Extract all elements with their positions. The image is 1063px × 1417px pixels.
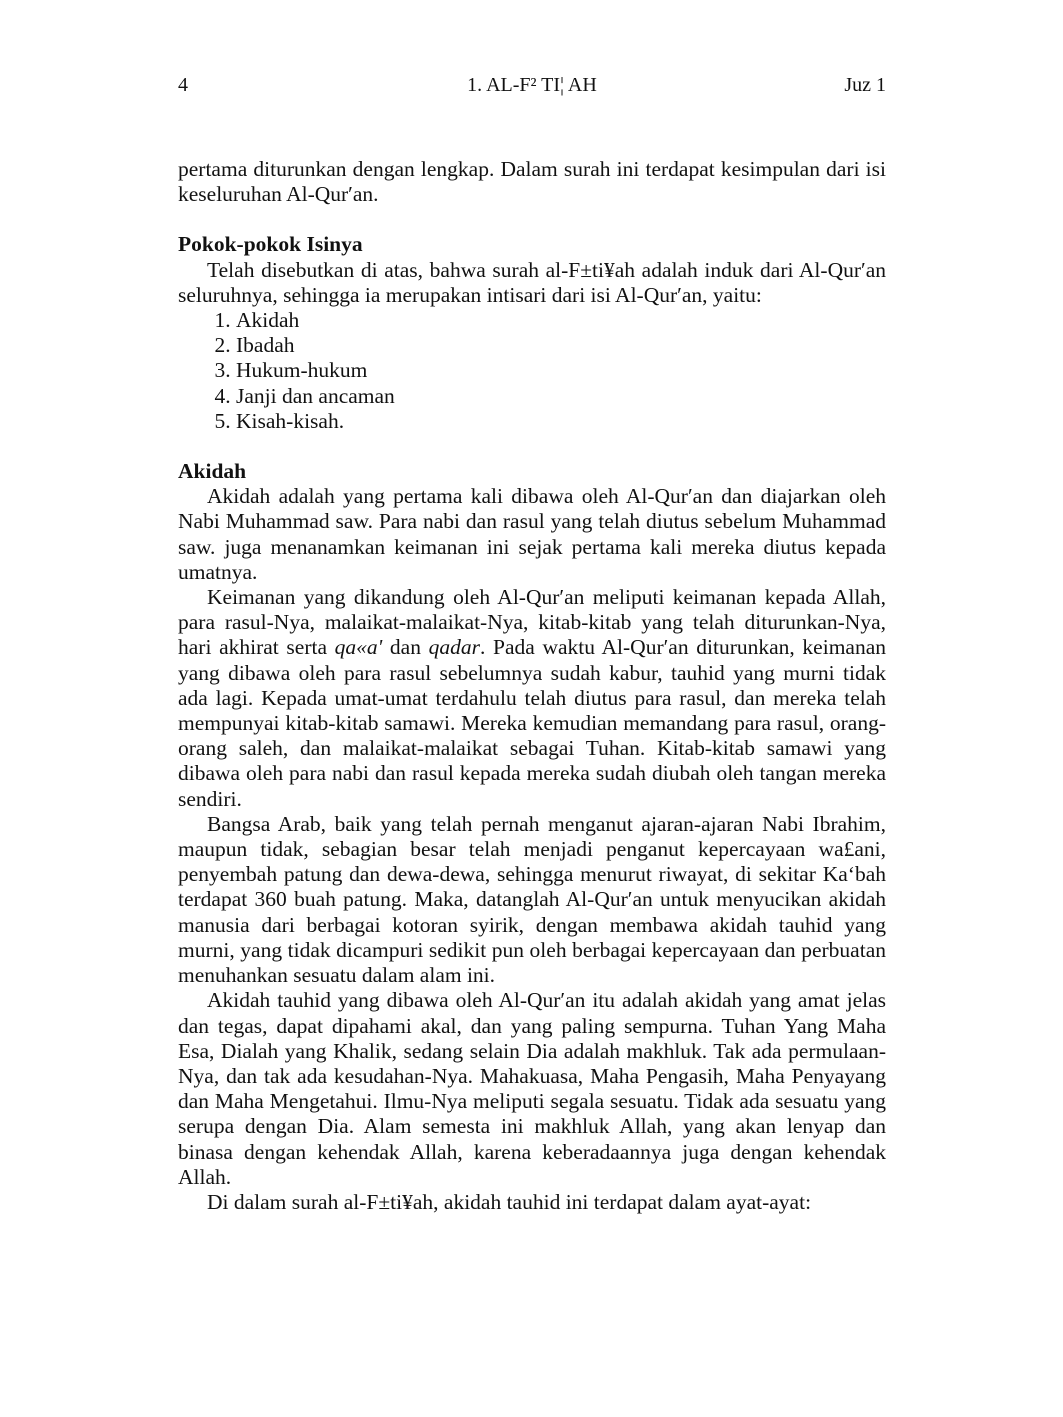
list-item: 4. Janji dan ancaman (236, 384, 886, 409)
pokok-list (178, 308, 886, 434)
akidah-paragraph-4: Akidah tauhid yang dibawa oleh Al-Qur′an itu adalah akidah yang amat jelas dan tegas, dapat dipahami akal, dan yang paling sempurna. Tuhan Yang Maha Esa, Dialah yang Khalik, sedang selain Dia adalah makhluk. Tak ada permulaan-Nya, dan tak ada kesudahan-Nya. Mahakuasa, Maha Pengasih, Maha Penyayang dan Maha Mengetahui. Ilmu-Nya meliputi segala sesuatu. Tidak ada sesuatu yang serupa dengan Dia. Alam semesta ini makhluk Allah, yang akan lenyap dan binasa dengan kehendak Allah, karena keberadaannya juga dengan kehendak Allah. (178, 988, 886, 1189)
list-item: 3. Hukum-hukum (236, 358, 886, 383)
running-header (178, 72, 886, 102)
paragraph-text: . Pada waktu Al-Qur′an diturunkan, keimanan yang dibawa oleh para rasul sebelumnya sudah kabur, tauhid yang murni tidak ada lagi. Kepada umat-umat terdahulu telah diutus para rasul, dan mereka telah mempunyai kitab-kitab samawi. Mereka kemudian memandang para rasul, orang-orang saleh, dan malaikat-malaikat sebagai Tuhan. Kitab-kitab samawi yang dibawa oleh para nabi dan rasul kepada mereka sudah diubah oleh tangan mereka sendiri. (178, 635, 887, 811)
pokok-paragraph: Telah disebutkan di atas, bahwa surah al-F±ti¥ah adalah induk dari Al-Qur′an seluruhnya, sehingga ia merupakan intisari dari isi Al-Qur′an, yaitu: (178, 257, 886, 307)
section-heading-akidah: Akidah (178, 459, 247, 484)
section-heading-pokok: Pokok-pokok Isinya (178, 232, 363, 257)
term-qadar: qadar (428, 635, 481, 660)
term-qada: qa«a' (334, 635, 383, 660)
list-item: 2. Ibadah (236, 333, 886, 358)
akidah-paragraph-1: Akidah adalah yang pertama kali dibawa oleh Al-Qur′an dan diajarkan oleh Nabi Muhammad saw. Para nabi dan rasul yang telah diutus sebelum Muhammad saw. juga menanamkan keimanan ini sejak pertama kali mereka diutus kepada umatnya. (178, 484, 886, 584)
intro-continuation: pertama diturunkan dengan lengkap. Dalam surah ini terdapat kesimpulan dari isi keseluruhan Al-Qur′an. (178, 157, 886, 207)
akidah-paragraph-5: Di dalam surah al-F±ti¥ah, akidah tauhid ini terdapat dalam ayat-ayat: (207, 1189, 812, 1214)
juz-label: Juz 1 (844, 74, 886, 96)
paragraph-text: Keimanan yang dikandung oleh Al-Qur′an meliputi keimanan kepada Allah, para rasul-Nya, malaikat-malaikat-Nya, kitab-kitab yang telah diturunkan-Nya, hari akhirat serta (178, 585, 886, 660)
document-page (178, 72, 886, 1215)
akidah-paragraph-2 (178, 585, 886, 812)
list-item: 1. Akidah (236, 308, 886, 333)
page-number: 4 (178, 74, 188, 96)
paragraph-text: dan (382, 635, 429, 660)
akidah-paragraph-3: Bangsa Arab, baik yang telah pernah menganut ajaran-ajaran Nabi Ibrahim, maupun tidak, sebagian besar telah menjadi penganut kepercayaan wa£ani, penyembah patung dan dewa-dewa, sehingga menurut riwayat, di sekitar Ka‘bah terdapat 360 buah patung. Maka, datanglah Al-Qur′an untuk menyucikan akidah manusia dari berbagai kotoran syirik, dengan membawa akidah tauhid yang murni, yang tidak dicampuri sedikit pun oleh berbagai kepercayaan dan perbuatan menuhankan sesuatu dalam alam ini. (178, 811, 886, 988)
chapter-title: 1. AL-F² TI¦ AH (467, 74, 597, 96)
body-text (178, 157, 886, 1215)
list-item: 5. Kisah-kisah. (236, 409, 886, 434)
